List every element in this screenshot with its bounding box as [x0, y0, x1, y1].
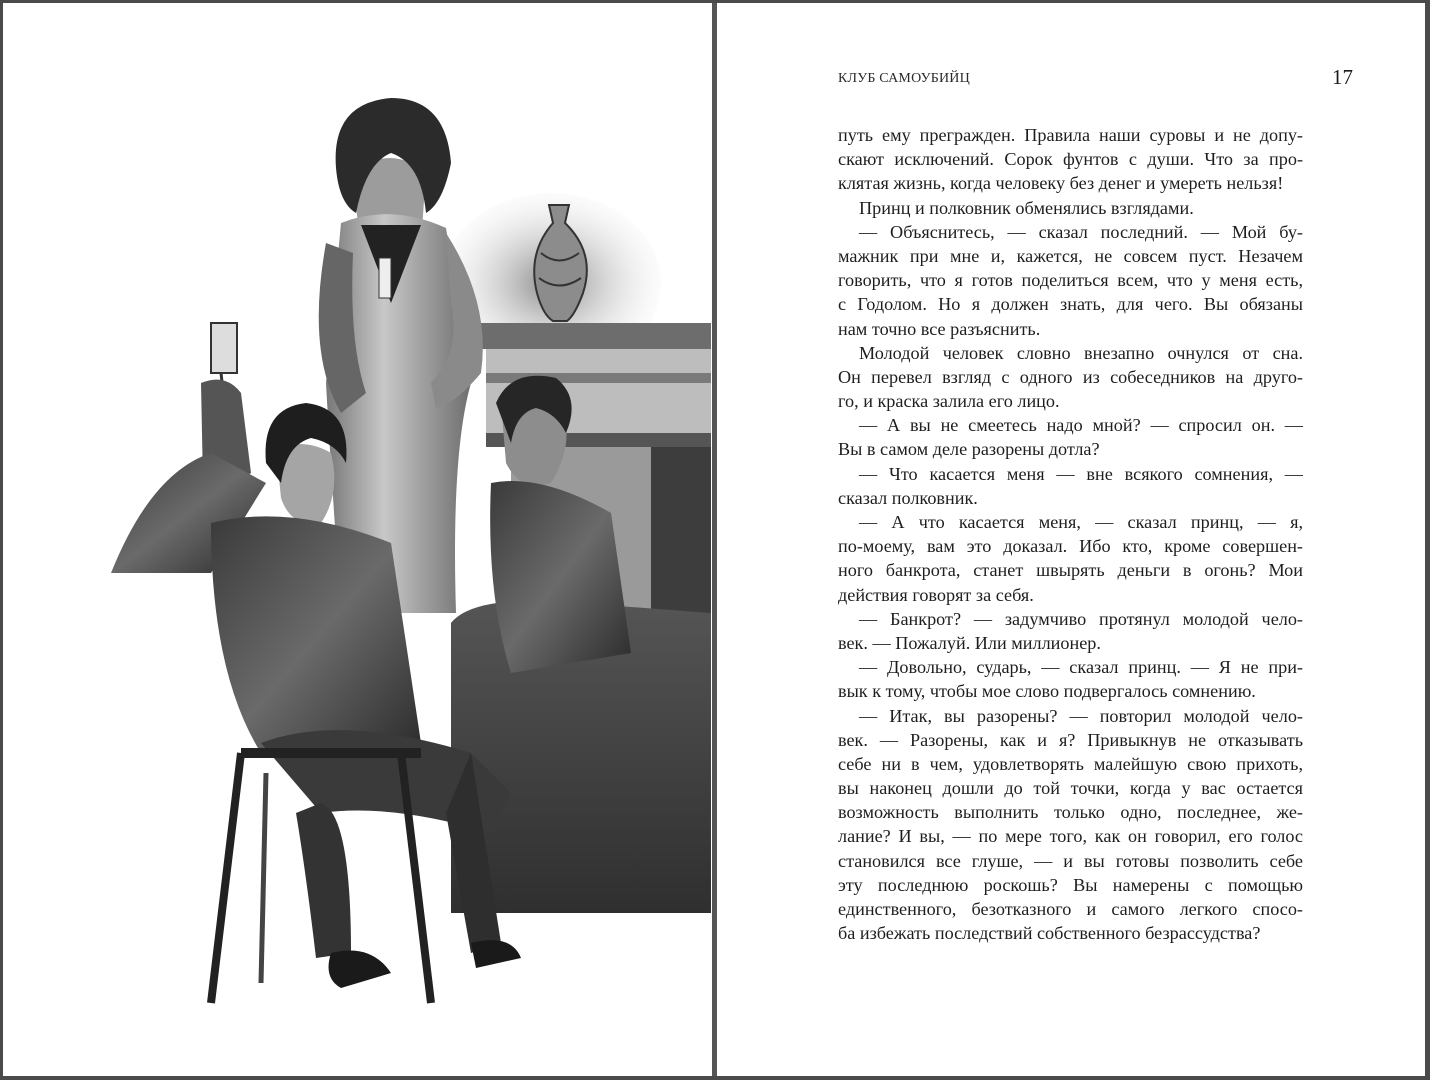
text-line: эту последнюю роскошь? Вы намерены с помощью [838, 874, 1303, 895]
text-line: — Итак, вы разорены? — повторил молодой чело- [859, 705, 1303, 726]
text-line: клятая жизнь, когда человеку без денег и умереть нельзя! [838, 173, 1284, 194]
page-number: 17 [1332, 65, 1353, 89]
book-spread [3, 3, 1425, 1076]
text-line: — Довольно, сударь, — сказал принц. — Я не при- [859, 657, 1303, 678]
text-line: сказал полковник. [838, 487, 978, 508]
text-line: — Что касается меня — вне всякого сомнения, — [859, 463, 1303, 484]
text-line: го, и краска залила его лицо. [838, 391, 1060, 412]
text-line: себе ни в чем, удовлетворять малейшую свою прихоть, [838, 753, 1303, 774]
engraving-image [91, 53, 711, 1013]
text-line: по-моему, вам это доказал. Ибо кто, кроме совершен- [838, 536, 1303, 557]
text-line: — А что касается меня, — сказал принц, — я, [859, 512, 1303, 532]
text-line: скают исключений. Сорок фунтов с души. Что за про- [838, 149, 1303, 170]
text-line: ного банкрота, станет швырять деньги в огонь? Мои [838, 560, 1303, 581]
text-line: — Объяснитесь, — сказал последний. — Мой бу- [859, 221, 1303, 242]
illustration [91, 53, 711, 1013]
text-line: действия говорят за себя. [838, 584, 1034, 605]
text-line: — Банкрот? — задумчиво протянул молодой чело- [859, 608, 1303, 629]
text-line: век. — Пожалуй. Или миллионер. [838, 632, 1101, 653]
text-line: единственного, безотказного и самого легкого спосо- [838, 899, 1303, 919]
left-page [3, 3, 712, 1076]
text-line: становился все глуше, — и вы готовы позволить себе [838, 850, 1303, 871]
text-line: возможность выполнить только одно, последнее, же- [838, 802, 1303, 823]
text-line: — А вы не смеетесь надо мной? — спросил он. — [859, 415, 1303, 436]
text-line: век. — Разорены, как и я? Привыкнув не отказывать [838, 729, 1303, 750]
text-line: с Годолом. Но я должен знать, для чего. Вы обязаны [838, 294, 1303, 315]
text-line: Принц и полковник обменялись взглядами. [859, 197, 1194, 218]
text-line: мажник при мне и, кажется, не совсем пуст. Незачем [838, 245, 1303, 266]
body-text [838, 123, 1303, 945]
running-head: КЛУБ САМОУБИЙЦ [838, 71, 970, 86]
right-page [717, 3, 1425, 1076]
text-line: ба избежать последствий собственного безрассудства? [838, 923, 1261, 944]
text-line: Он перевел взгляд с одного из собеседников на друго- [838, 366, 1303, 387]
text-line: Молодой человек словно внезапно очнулся от сна. [859, 342, 1303, 363]
text-line: вык к тому, чтобы мое слово подвергалось сомнению. [838, 681, 1256, 702]
text-line: говорить, что я готов поделиться всем, что у меня есть, [838, 270, 1303, 291]
text-line: Вы в самом деле разорены дотла? [838, 439, 1100, 460]
text-line: нам точно все разъяснить. [838, 318, 1041, 339]
text-line: вы наконец дошли до той точки, когда у вас остается [838, 778, 1303, 799]
text-line: лание? И вы, — по мере того, как он говорил, его голос [838, 826, 1303, 847]
text-line: путь ему прегражден. Правила наши суровы и не допу- [838, 125, 1303, 145]
